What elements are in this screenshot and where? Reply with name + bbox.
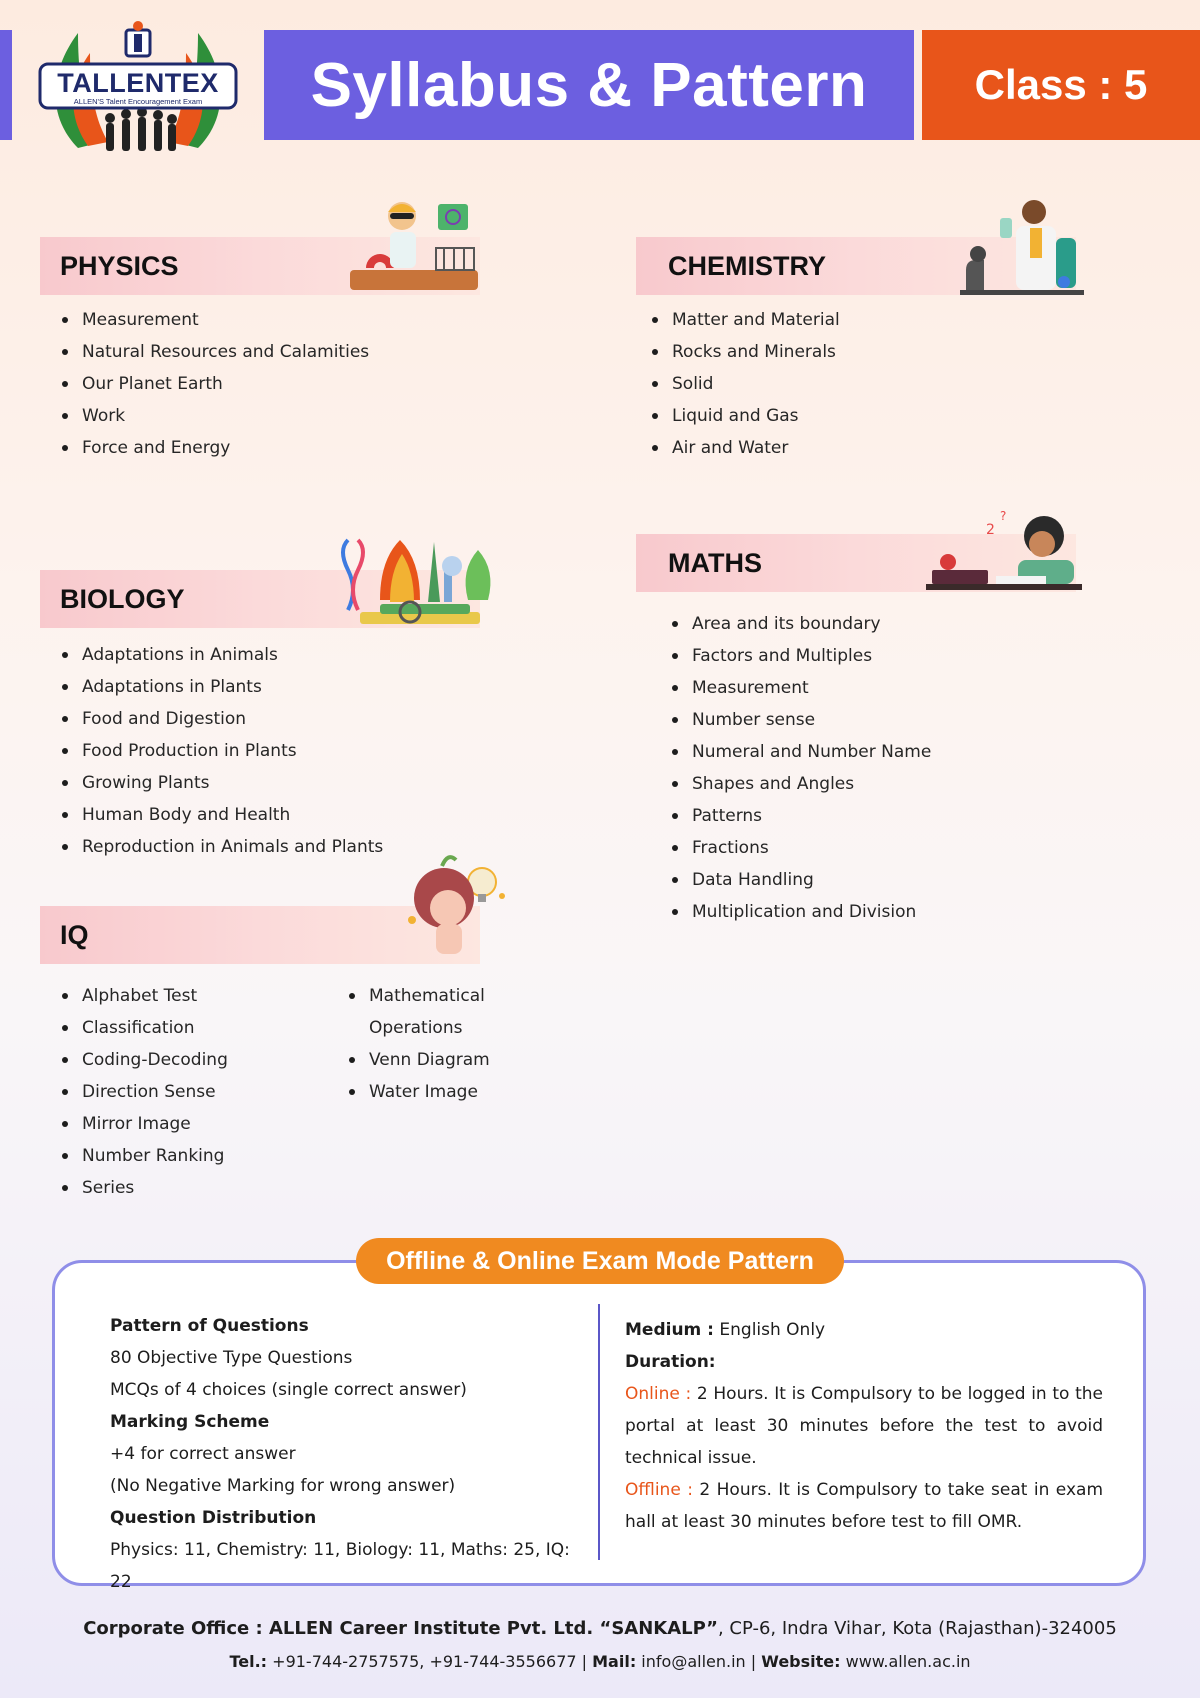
student-studying-icon [926, 506, 1082, 594]
list-item: Number sense [650, 704, 1110, 736]
list-item: Number Ranking [40, 1140, 340, 1172]
list-item: Adaptations in Plants [40, 671, 500, 703]
mail-value[interactable]: info@allen.in | [636, 1652, 762, 1671]
pattern-heading: Pattern of Questions [110, 1316, 309, 1336]
girl-thinking-bulb-icon [404, 848, 508, 964]
list-item: Data Handling [650, 864, 1110, 896]
svg-text:2: 2 [986, 522, 995, 538]
list-item: Coding-Decoding [40, 1044, 340, 1076]
list-item: Multiplication and Division [650, 896, 1110, 928]
tallentex-logo [38, 18, 238, 168]
online-label: Online : [625, 1384, 692, 1404]
marking-heading: Marking Scheme [110, 1412, 270, 1432]
list-item: Natural Resources and Calamities [40, 336, 500, 368]
list-item: Food Production in Plants [40, 735, 500, 767]
svg-text:?: ? [1000, 509, 1007, 523]
list-item: Patterns [650, 800, 1110, 832]
list-item: Reproduction in Animals and Plants [40, 831, 500, 863]
list-item: Direction Sense [40, 1076, 340, 1108]
chemistry-topic-list [630, 304, 1090, 464]
class-badge: Class : 5 [922, 30, 1200, 140]
header-accent-strip [0, 30, 12, 140]
chemist-with-microscope-icon [960, 198, 1084, 296]
medium-label: Medium : [625, 1320, 714, 1340]
list-item: Force and Energy [40, 432, 500, 464]
logo-wordmark: TALLENTEX [57, 68, 219, 98]
list-item: Alphabet Test [40, 980, 340, 1012]
list-item: Mirror Image [40, 1108, 340, 1140]
duration-label: Duration: [625, 1352, 716, 1372]
scientist-with-magnet-icon [346, 198, 482, 294]
office-company: ALLEN Career Institute Pvt. Ltd. “SANKALP” [262, 1618, 718, 1639]
pattern-line: 80 Objective Type Questions [110, 1348, 353, 1368]
physics-topic-list [40, 304, 500, 464]
list-item: Human Body and Health [40, 799, 500, 831]
list-item: Air and Water [630, 432, 1090, 464]
list-item: Water Image [327, 1076, 507, 1108]
office-label: Corporate Office : [83, 1618, 263, 1639]
offline-label: Offline : [625, 1480, 693, 1500]
online-text: 2 Hours. It is Compulsory to be logged in to the portal at least 30 minutes before the test to avoid technical issue. [625, 1384, 1104, 1468]
list-item: Rocks and Minerals [630, 336, 1090, 368]
marking-line: +4 for correct answer [110, 1444, 296, 1464]
list-item: Numeral and Number Name [650, 736, 1110, 768]
list-item: Adaptations in Animals [40, 639, 500, 671]
footer-address [0, 1618, 1200, 1639]
list-item: Area and its boundary [650, 608, 1110, 640]
mail-label: Mail: [592, 1652, 637, 1671]
list-item: Mathematical Operations [327, 980, 507, 1044]
chemistry-title: CHEMISTRY [668, 250, 827, 281]
list-item: Our Planet Earth [40, 368, 500, 400]
list-item: Fractions [650, 832, 1110, 864]
list-item: Growing Plants [40, 767, 500, 799]
logo-tagline: ALLEN'S Talent Encouragement Exam [73, 97, 203, 106]
exam-right-column [625, 1314, 1103, 1538]
exam-divider [598, 1304, 600, 1560]
tel-label: Tel.: [229, 1652, 268, 1671]
list-item: Factors and Multiples [650, 640, 1110, 672]
offline-text: 2 Hours. It is Compulsory to take seat in exam hall at least 30 minutes before test to fill OMR. [625, 1480, 1103, 1532]
medium-value: English Only [713, 1320, 826, 1340]
iq-topic-list-1 [40, 980, 340, 1204]
maths-title: MATHS [668, 547, 762, 578]
biology-title: BIOLOGY [60, 583, 185, 614]
list-item: Venn Diagram [327, 1044, 507, 1076]
pattern-line: MCQs of 4 choices (single correct answer) [110, 1380, 467, 1400]
office-address: , CP-6, Indra Vihar, Kota (Rajasthan)-324005 [717, 1618, 1117, 1639]
list-item: Classification [40, 1012, 340, 1044]
footer-contact [0, 1652, 1200, 1671]
list-item: Measurement [40, 304, 500, 336]
marking-line: (No Negative Marking for wrong answer) [110, 1476, 456, 1496]
exam-pattern-title: Offline & Online Exam Mode Pattern [356, 1238, 844, 1284]
iq-topic-list-2 [327, 980, 507, 1108]
maths-topic-list [650, 608, 1110, 928]
plants-dna-microscope-icon [340, 530, 500, 630]
list-item: Food and Digestion [40, 703, 500, 735]
tel-value: +91-744-2757575, +91-744-3556677 | [267, 1652, 593, 1671]
list-item: Shapes and Angles [650, 768, 1110, 800]
iq-title: IQ [60, 919, 89, 950]
website-link[interactable]: www.allen.ac.in [840, 1652, 971, 1671]
distribution-heading: Question Distribution [110, 1508, 317, 1528]
biology-topic-list [40, 639, 500, 863]
distribution-line: Physics: 11, Chemistry: 11, Biology: 11, Maths: 25, IQ: 22 [110, 1540, 570, 1592]
physics-title: PHYSICS [60, 250, 179, 281]
list-item: Series [40, 1172, 340, 1204]
list-item: Work [40, 400, 500, 432]
list-item: Matter and Material [630, 304, 1090, 336]
list-item: Solid [630, 368, 1090, 400]
website-label: Website: [761, 1652, 841, 1671]
list-item: Liquid and Gas [630, 400, 1090, 432]
list-item: Measurement [650, 672, 1110, 704]
page-title: Syllabus & Pattern [264, 30, 914, 140]
exam-left-column [110, 1310, 580, 1598]
